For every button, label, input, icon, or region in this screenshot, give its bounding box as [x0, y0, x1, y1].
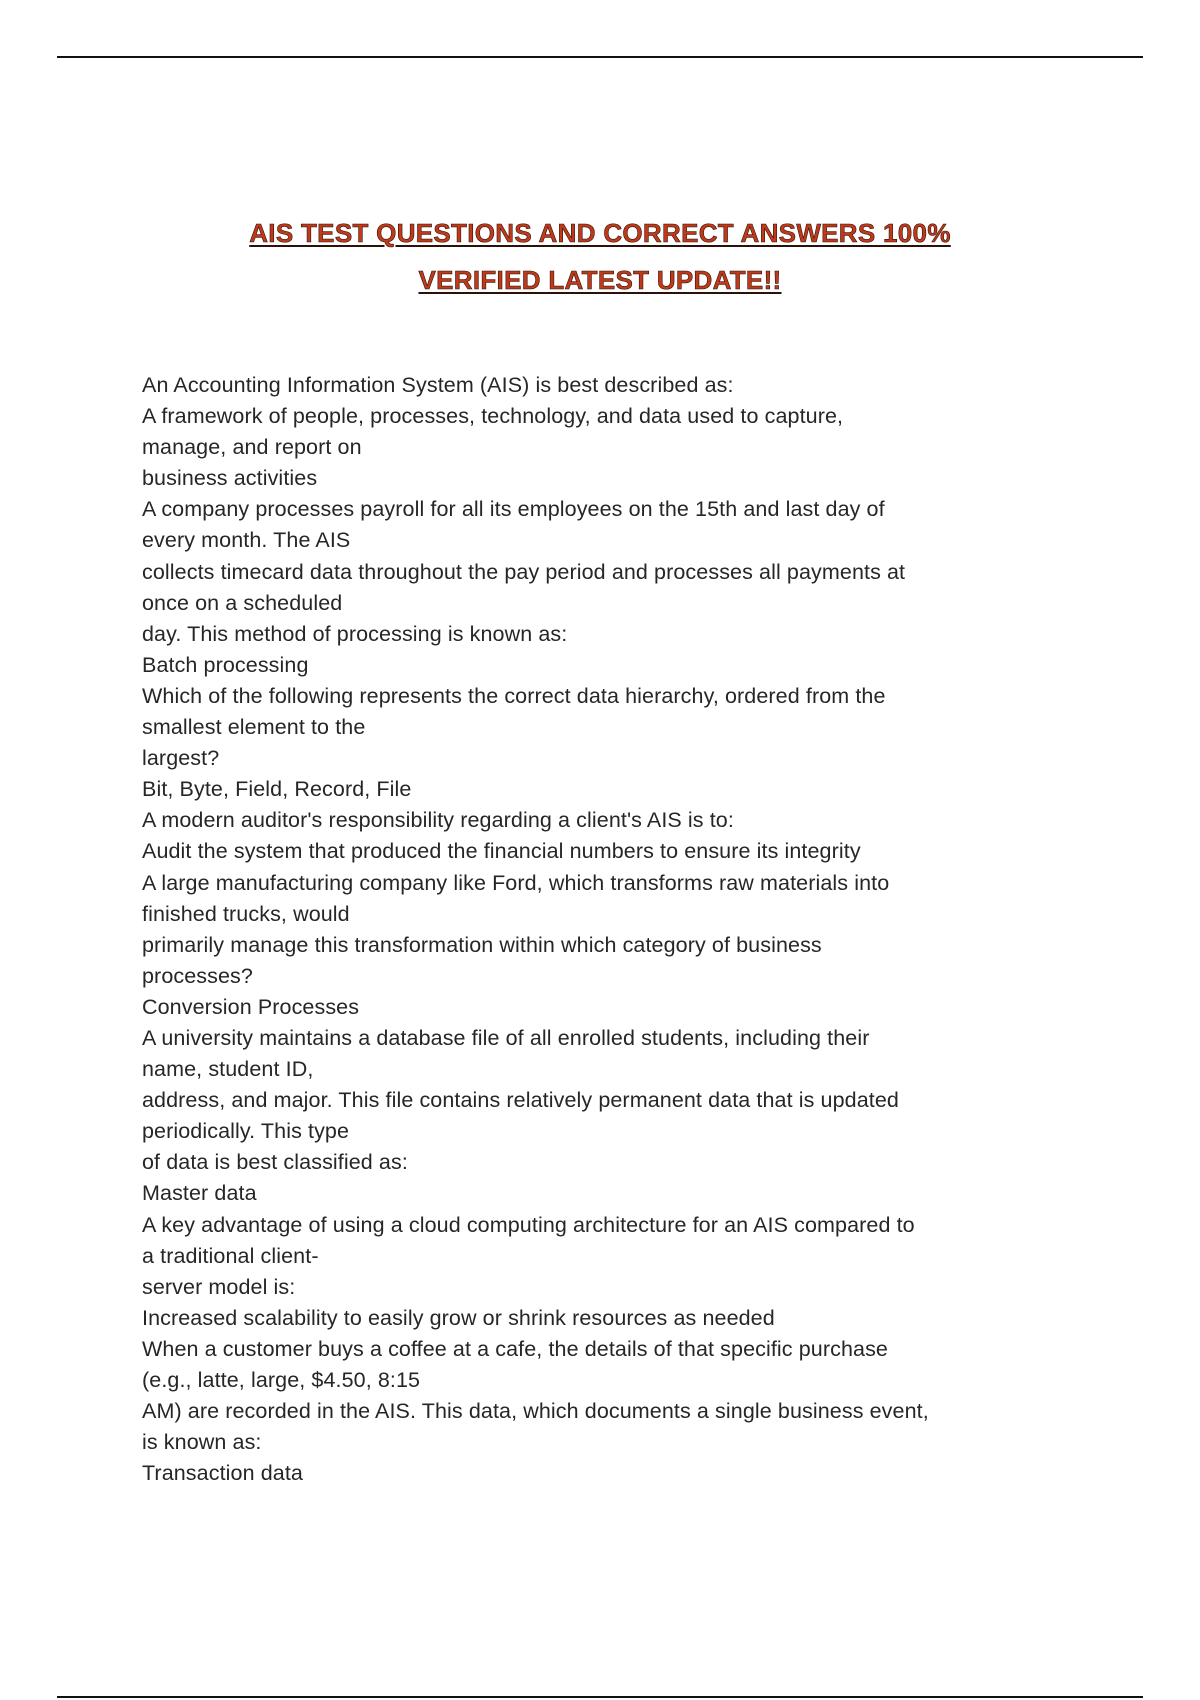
- body-line: largest?: [142, 746, 220, 771]
- body-line: Increased scalability to easily grow or shrink resources as needed: [142, 1305, 775, 1330]
- body-line: every month. The AIS: [142, 528, 351, 553]
- body-line: AM) are recorded in the AIS. This data, which documents a single business event,: [142, 1399, 929, 1424]
- body-line: of data is best classified as:: [142, 1150, 408, 1175]
- body-line: periodically. This type: [142, 1119, 350, 1144]
- body-line: a traditional client-: [142, 1243, 319, 1268]
- body-line: Batch processing: [142, 652, 309, 677]
- body-line: smallest element to the: [142, 715, 366, 740]
- body-line: A university maintains a database file of all enrolled students, including their: [142, 1025, 870, 1050]
- body-line: Audit the system that produced the financial numbers to ensure its integrity: [142, 839, 861, 864]
- body-line: A large manufacturing company like Ford, which transforms raw materials into: [142, 870, 890, 895]
- body-line: day. This method of processing is known as:: [142, 621, 568, 646]
- body-line: Bit, Byte, Field, Record, File: [142, 777, 412, 802]
- document-title: [0, 218, 1200, 295]
- body-line: A company processes payroll for all its employees on the 15th and last day of: [142, 497, 885, 522]
- body-line: processes?: [142, 963, 253, 988]
- body-line: is known as:: [142, 1430, 262, 1455]
- body-line: collects timecard data throughout the pay period and processes all payments at: [142, 559, 906, 584]
- body-line: address, and major. This file contains relatively permanent data that is updated: [142, 1088, 899, 1113]
- document-body: [142, 370, 1082, 1489]
- body-line: manage, and report on: [142, 435, 362, 460]
- body-line: Master data: [142, 1181, 257, 1206]
- body-line: An Accounting Information System (AIS) is best described as:: [142, 373, 734, 397]
- body-line: finished trucks, would: [142, 901, 350, 926]
- body-line: Transaction data: [142, 1461, 303, 1486]
- body-line: once on a scheduled: [142, 590, 343, 615]
- body-line: Which of the following represents the correct data hierarchy, ordered from the: [142, 683, 886, 708]
- body-line: primarily manage this transformation within which category of business: [142, 932, 822, 957]
- body-line: A modern auditor's responsibility regarding a client's AIS is to:: [142, 808, 734, 833]
- body-line: A key advantage of using a cloud computing architecture for an AIS compared to: [142, 1212, 915, 1237]
- body-line: name, student ID,: [142, 1057, 314, 1082]
- title-line-2: VERIFIED LATEST UPDATE!!: [418, 265, 782, 295]
- title-line-1: AIS TEST QUESTIONS AND CORRECT ANSWERS 100%: [249, 218, 951, 248]
- body-line: When a customer buys a coffee at a cafe, the details of that specific purchase: [142, 1336, 888, 1361]
- body-line: (e.g., latte, large, $4.50, 8:15: [142, 1368, 421, 1392]
- body-line: business activities: [142, 466, 318, 491]
- page-bottom-rule: [57, 1696, 1143, 1698]
- body-line: Conversion Processes: [142, 994, 360, 1019]
- body-line: server model is:: [142, 1274, 296, 1299]
- body-line: A framework of people, processes, technology, and data used to capture,: [142, 404, 844, 429]
- page-top-rule: [57, 56, 1143, 58]
